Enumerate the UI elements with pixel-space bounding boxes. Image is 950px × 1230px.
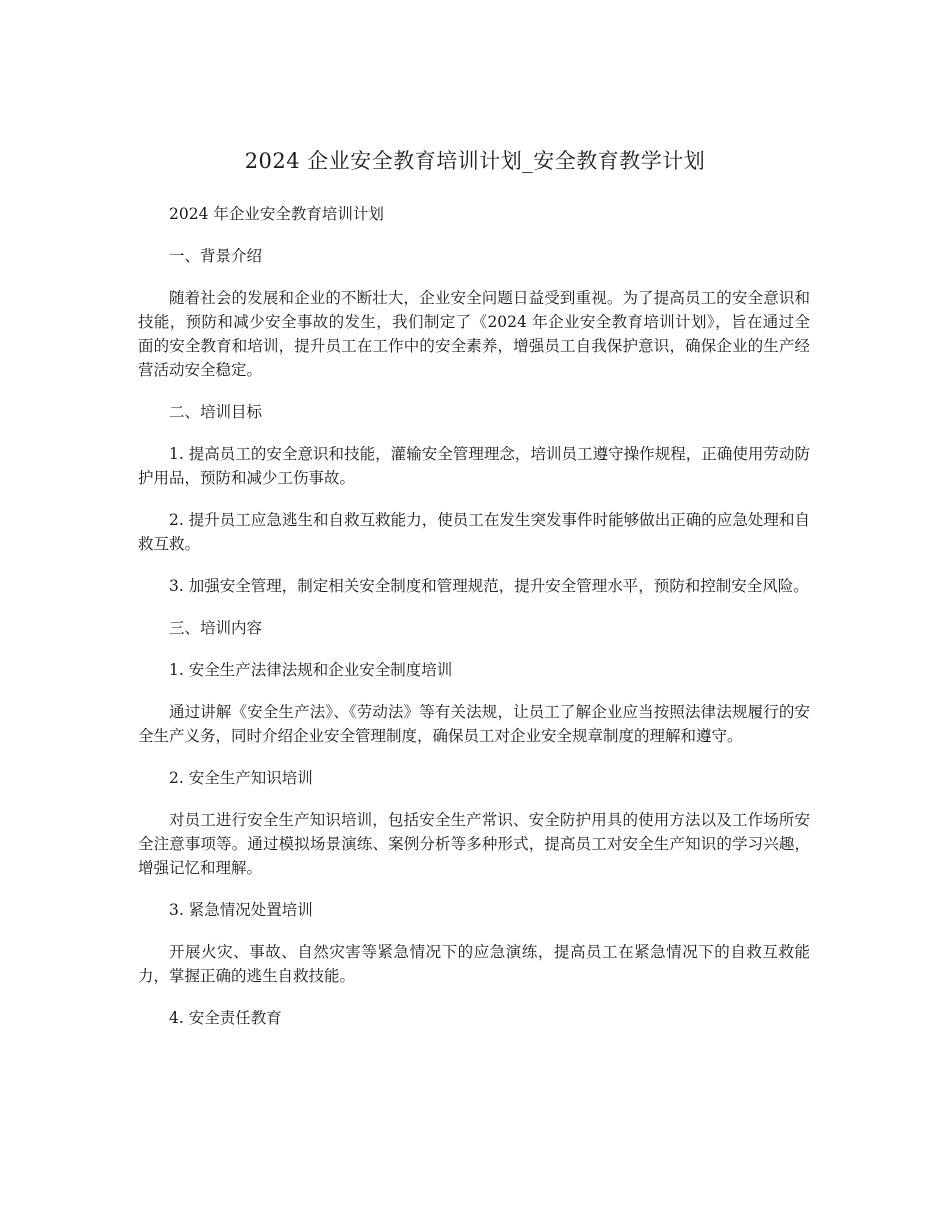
goal-item: 1. 提高员工的安全意识和技能，灌输安全管理理念，培训员工遵守操作规程，正确使用劳动防护用品，预防和减少工伤事故。 — [138, 445, 810, 487]
subsection-heading: 4. 安全责任教育 — [169, 1009, 282, 1027]
body-paragraph: 通过讲解《安全生产法》、《劳动法》等有关法规，让员工了解企业应当按照法律法规履行的安全生产义务，同时介绍企业安全管理制度，确保员工对企业安全规章制度的理解和遵守。 — [138, 703, 810, 745]
subsection-heading: 3. 紧急情况处置培训 — [169, 901, 313, 919]
subsection-heading: 1. 安全生产法律法规和企业安全制度培训 — [169, 661, 453, 679]
goal-item: 2. 提升员工应急逃生和自救互救能力，使员工在发生突发事件时能够做出正确的应急处理和自救互救。 — [138, 511, 810, 553]
document-subtitle: 2024 年企业安全教育培训计划 — [169, 205, 384, 223]
body-paragraph: 开展火灾、事故、自然灾害等紧急情况下的应急演练，提高员工在紧急情况下的自救互救能力，掌握正确的逃生自救技能。 — [138, 943, 810, 985]
section-heading-background: 一、背景介绍 — [169, 247, 263, 265]
section-heading-content: 三、培训内容 — [169, 619, 263, 637]
goal-item: 3. 加强安全管理，制定相关安全制度和管理规范，提升安全管理水平，预防和控制安全风险。 — [169, 577, 809, 595]
body-paragraph: 对员工进行安全生产知识培训，包括安全生产常识、安全防护用具的使用方法以及工作场所安全注意事项等。通过模拟场景演练、案例分析等多种形式，提高员工对安全生产知识的学习兴趣，增强记忆和理解。 — [138, 811, 810, 877]
section-heading-goals: 二、培训目标 — [169, 403, 263, 421]
document-title: 2024 企业安全教育培训计划_安全教育教学计划 — [244, 149, 706, 173]
document-body — [138, 202, 810, 1048]
subsection-heading: 2. 安全生产知识培训 — [169, 769, 313, 787]
body-paragraph: 随着社会的发展和企业的不断壮大，企业安全问题日益受到重视。为了提高员工的安全意识和技能，预防和减少安全事故的发生，我们制定了《2024 年企业安全教育培训计划》，旨在通过全面的安全教育和培训，提升员工在工作中的安全素养，增强员工自我保护意识，确保企业的生产经营活动安全稳定。 — [138, 289, 810, 379]
